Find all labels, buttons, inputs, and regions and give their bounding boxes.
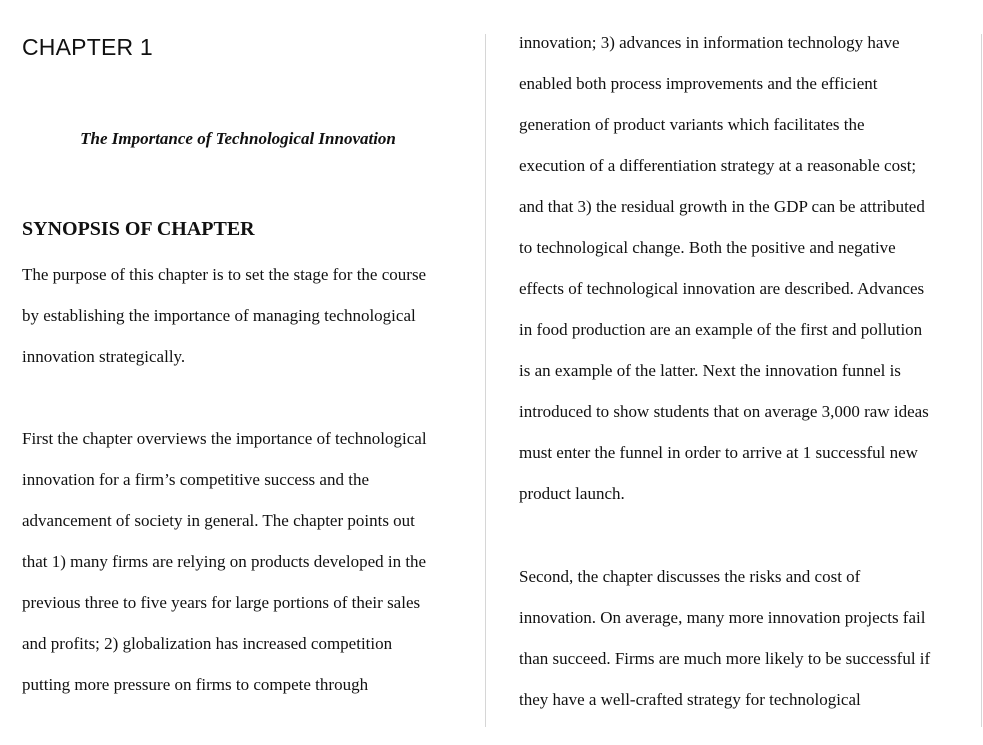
text-line: in food production are an example of the first and pollution: [519, 320, 923, 339]
text-line: effects of technological innovation are described. Advances: [519, 279, 925, 298]
text-line: that 1) many firms are relying on products developed in the: [22, 552, 427, 571]
text-line: generation of product variants which facilitates the: [519, 115, 865, 134]
text-line: enabled both process improvements and the efficient: [519, 74, 878, 93]
text-line: and profits; 2) globalization has increased competition: [22, 634, 393, 653]
page-edge-rule: [981, 34, 982, 727]
text-line: innovation strategically.: [22, 347, 186, 366]
text-line: advancement of society in general. The chapter points out: [22, 511, 415, 530]
text-line: First the chapter overviews the importance of technological: [22, 429, 427, 448]
text-line: putting more pressure on firms to compete through: [22, 675, 369, 694]
chapter-label: CHAPTER 1: [22, 34, 153, 60]
section-heading: SYNOPSIS OF CHAPTER: [22, 218, 255, 240]
text-line: must enter the funnel in order to arrive at 1 successful new: [519, 443, 918, 462]
text-line: execution of a differentiation strategy at a reasonable cost;: [519, 156, 917, 175]
text-line: they have a well-crafted strategy for technological: [519, 690, 861, 709]
text-line: product launch.: [519, 484, 625, 503]
text-line: than succeed. Firms are much more likely to be successful if: [519, 649, 931, 668]
text-line: The purpose of this chapter is to set the stage for the course: [22, 265, 427, 284]
text-line: previous three to five years for large portions of their sales: [22, 593, 421, 612]
text-line: innovation; 3) advances in information technology have: [519, 33, 900, 52]
text-line: by establishing the importance of managing technological: [22, 306, 416, 325]
text-line: and that 3) the residual growth in the GDP can be attributed: [519, 197, 925, 216]
text-line: innovation. On average, many more innovation projects fail: [519, 608, 926, 627]
text-line: is an example of the latter. Next the innovation funnel is: [519, 361, 901, 380]
column-divider: [485, 34, 486, 727]
text-line: introduced to show students that on average 3,000 raw ideas: [519, 402, 929, 421]
text-line: Second, the chapter discusses the risks and cost of: [519, 567, 861, 586]
text-line: to technological change. Both the positive and negative: [519, 238, 896, 257]
text-line: innovation for a firm’s competitive success and the: [22, 470, 369, 489]
document-title: The Importance of Technological Innovation: [80, 129, 396, 148]
